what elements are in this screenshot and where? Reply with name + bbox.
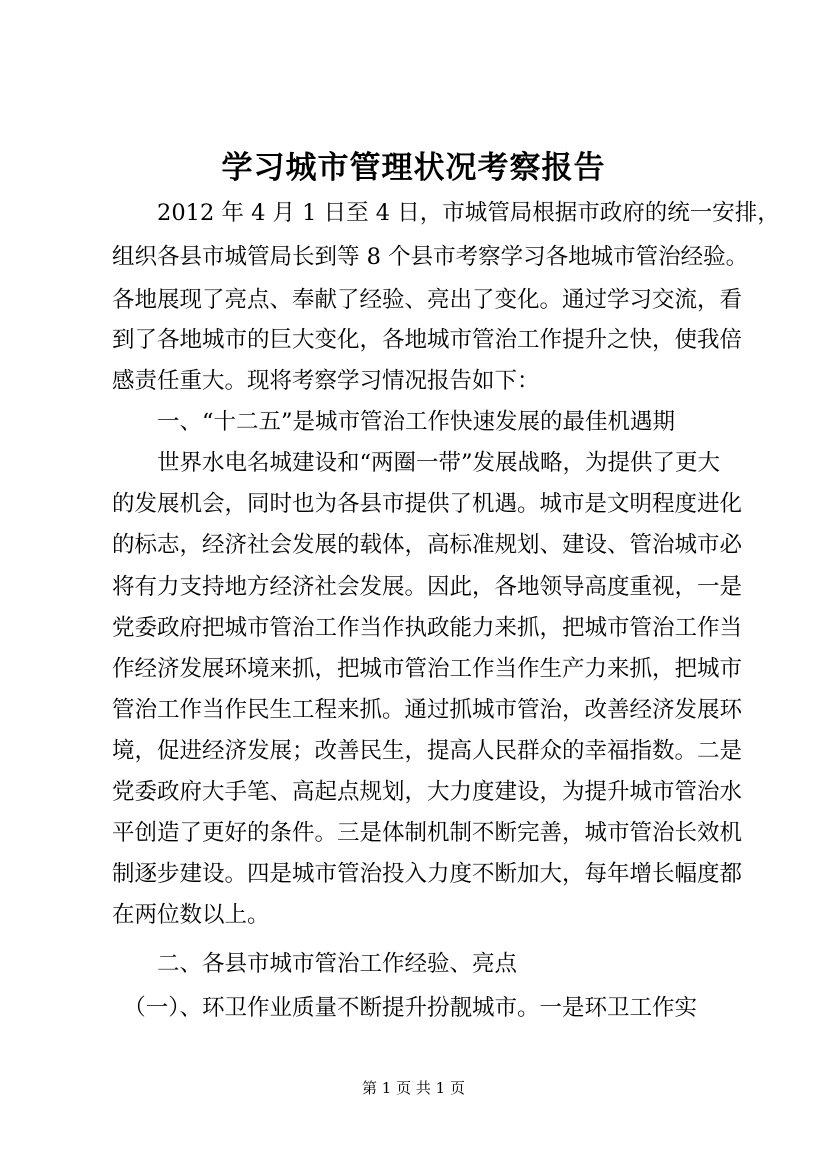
body-line: 制逐步建设。四是城市管治投入力度不断加大，每年增长幅度都 xyxy=(112,861,743,887)
body-line: 党委政府把城市管治工作当作执政能力来抓，把城市管治工作当 xyxy=(112,615,743,641)
body-line: 世界水电名城建设和“两圈一带”发展战略，为提供了更大 xyxy=(112,450,721,476)
body-line: 境，促进经济发展；改善民生，提高人民群众的幸福指数。二是 xyxy=(112,738,743,764)
body-line: 到了各地城市的巨大变化，各地城市管治工作提升之快，使我倍 xyxy=(112,327,743,353)
body-line: 将有力支持地方经济社会发展。因此，各地领导高度重视，一是 xyxy=(112,574,743,600)
section-heading: 二、各县市城市管治工作经验、亮点 xyxy=(112,951,518,977)
body-line: 在两位数以上。 xyxy=(112,902,270,928)
page-number-footer: 第 1 页 共 1 页 xyxy=(362,1079,465,1097)
body-line: 平创造了更好的条件。三是体制机制不断完善，城市管治长效机 xyxy=(112,820,743,846)
body-line: 2012 年 4 月 1 日至 4 日，市城管局根据市政府的统一安排， xyxy=(112,200,780,226)
section-heading: 一、“十二五”是城市管治工作快速发展的最佳机遇期 xyxy=(112,409,676,435)
body-line: （一）、环卫作业质量不断提升扮靓城市。一是环卫工作实 xyxy=(112,995,698,1021)
body-line: 作经济发展环境来抓，把城市管治工作当作生产力来抓，把城市 xyxy=(112,656,743,682)
body-line: 组织各县市城管局长到等 8 个县市考察学习各地城市管治经验。 xyxy=(112,244,749,270)
body-line: 管治工作当作民生工程来抓。通过抓城市管治，改善经济发展环 xyxy=(112,697,743,723)
document-title: 学习城市管理状况考察报告 xyxy=(221,150,606,186)
body-line: 的标志，经济社会发展的载体，高标准规划、建设、管治城市必 xyxy=(112,532,743,558)
body-line: 感责任重大。现将考察学习情况报告如下： xyxy=(112,368,540,394)
body-line: 的发展机会，同时也为各县市提供了机遇。城市是文明程度进化 xyxy=(112,491,743,517)
body-line: 各地展现了亮点、奉献了经验、亮出了变化。通过学习交流，看 xyxy=(112,287,743,313)
body-line: 党委政府大手笔、高起点规划，大力度建设，为提升城市管治水 xyxy=(112,779,743,805)
